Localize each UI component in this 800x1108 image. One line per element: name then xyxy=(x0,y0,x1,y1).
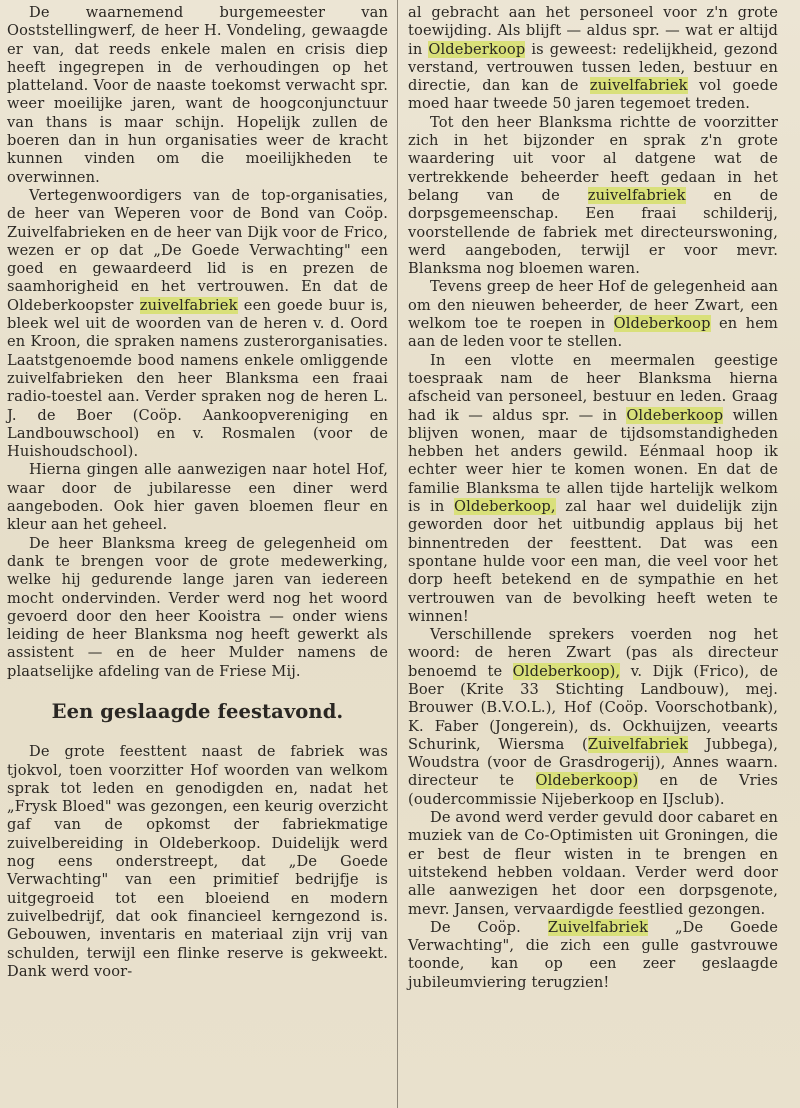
highlighted-term: zuivelfabriek xyxy=(139,296,238,314)
right-column xyxy=(408,4,778,992)
highlighted-term: Oldeberkoop) xyxy=(535,772,639,790)
right-continuation xyxy=(408,4,778,114)
section-heading: Een geslaagde feestavond. xyxy=(51,699,344,723)
article-paragraph: Verschillende sprekers voerden nog het woord: de heren Zwart (pas als directeur benoemd te Oldeberkoop), v. Dijk (Frico), de Boer (Krite 33 Stichting Landbouw), mej. Brouwer (B.V.O.L.), Hof (Coöp. Voorschotbank), K. Faber (Jongerein), ds. Ockhuijzen, veearts Schurink, Wiersma (Zuivelfabriek Jubbega), Woudstra (voor de Grasdrogerij), Annes waarn. directeur te Oldeberkoop) en de Vries (oudercommissie Nijeberkoop en IJsclub). xyxy=(408,626,778,808)
highlighted-term: zuivelfabriek xyxy=(587,186,686,204)
article-paragraph: In een vlotte en meermalen geestige toespraak nam de heer Blanksma hierna afscheid van personeel, bestuur en leden. Graag had ik — aldus spr. — in Oldeberkoop willen blijven wonen, maar de tijdsomstandigheden hebben het anders gewild. Eénmaal hoop ik echter weer hier te komen wonen. En dat de familie Blanksma te allen tijde hartelijk welkom is in Oldeberkoop, zal haar wel duidelijk zijn geworden door het uitbundig applaus bij het binnentreden der feesttent. Dat was een spontane hulde voor een man, die veel voor het dorp heeft betekend en de sympathie en het vertrouwen van de bevolking heeft weten te winnen! xyxy=(408,351,779,625)
column-divider xyxy=(397,0,398,1108)
highlighted-term: Oldeberkoop xyxy=(626,406,724,424)
article-paragraph: De Coöp. Zuivelfabriek „De Goede Verwachting", die zich een gulle gastvrouwe toonde, kan op een zeer geslaagde jubileumviering terugzien! xyxy=(408,918,778,991)
highlighted-term: Oldeberkoop, xyxy=(453,498,556,516)
article-paragraph: De avond werd verder gevuld door cabaret en muziek van de Co-Optimisten uit Groningen, die er best de fleur wisten in te brengen en uitstekend hebben voldaan. Verder werd door alle aanwezigen het door een dorpsgenote, mevr. Jansen, vervaardigde feestlied gezongen. xyxy=(408,809,778,918)
highlighted-term: Oldeberkoop xyxy=(428,40,526,58)
highlighted-term: Oldeberkoop), xyxy=(512,662,621,680)
article-paragraph: De heer Blanksma kreeg de gelegenheid om dank te brengen voor de grote medewerking, welke hij gedurende lange jaren van iedereen mocht ondervinden. Verder werd nog het woord gevoerd door den heer Kooistra — onder wiens leiding de heer Blanksma nog heeft gewerkt als assistent — en de heer Mulder namens de plaatselijke afdeling van de Friese Mij. xyxy=(7,534,388,680)
article-paragraph: Tevens greep de heer Hof de gelegenheid aan om den nieuwen beheerder, de heer Zwart, een welkom toe te roepen in Oldeberkoop en hem aan de leden voor te stellen. xyxy=(408,278,778,351)
article-paragraph: al gebracht aan het personeel voor z'n grote toewijding. Als blijft — aldus spr. — wat er altijd in Oldeberkoop is geweest: redelijkheid, gezond verstand, vertrouwen tussen leden, bestuur en directie, dan kan de zuivelfabriek vol goede moed haar tweede 50 jaren tegemoet treden. xyxy=(408,4,778,113)
highlighted-term: Oldeberkoop xyxy=(613,315,711,333)
article-paragraph: De waarnemend burgemeester van Ooststellingwerf, de heer H. Vondeling, gewaagde er van, dat reeds enkele malen en crisis diep heeft ingegrepen in de verhoudingen op het platteland. Voor de naaste toekomst verwacht spr. weer moeilijke jaren, want de hoogconjunctuur van thans is maar schijn. Hopelijk zullen de boeren dan in hun organisaties weer de kracht kunnen vinden om die moeilijkheden te overwinnen. xyxy=(7,4,388,186)
left-column xyxy=(7,4,388,981)
article-paragraph: De grote feesttent naast de fabriek was tjokvol, toen voorzitter Hof woorden van welkom sprak tot leden en genodigden en, nadat het „Frysk Bloed" was gezongen, een keurig overzicht gaf van de opkomst der fabriekmatige zuivelbereiding in Oldeberkoop. Duidelijk werd nog eens onderstreept, dat „De Goede Verwachting" van een primitief bedrijfje is uitgegroeid tot een bloeiend en modern zuivelbedrijf, dat ook financieel kerngezond is. Gebouwen, inventaris en materiaal zijn vrij van schulden, terwijl een flinke reserve is gekweekt. Dank werd voor- xyxy=(7,743,388,980)
left-paragraphs-after xyxy=(7,743,388,981)
right-paragraphs xyxy=(408,114,778,992)
article-paragraph: Tot den heer Blanksma richtte de voorzitter zich in het bijzonder en sprak z'n grote waardering uit voor al datgene wat de vertrekkende beheerder heeft gedaan in het belang van de zuivelfabriek en de dorpsgemeenschap. Een fraai schilderij, voorstellende de fabriek met directeurswoning, werd aangeboden, terwijl er voor mevr. Blanksma nog bloemen waren. xyxy=(408,113,778,278)
highlighted-term: zuivelfabriek xyxy=(589,77,688,95)
highlighted-term: Zuivelfabriek xyxy=(547,918,649,936)
highlighted-term: Zuivelfabriek xyxy=(587,735,689,753)
article-paragraph: Hierna gingen alle aanwezigen naar hotel Hof, waar door de jubilaresse een diner werd aangeboden. Ook hier gaven bloemen fleur en kleur aan het geheel. xyxy=(7,461,388,534)
left-paragraphs-before xyxy=(7,4,388,681)
article-paragraph: Vertegenwoordigers van de top-organisaties, de heer van Weperen voor de Bond van Coöp. Zuivelfabrieken en de heer van Dijk voor de Frico, wezen er op dat „De Goede Verwachting" een goed en gewaardeerd lid is en prezen de saamhorigheid en het vertrouwen. En dat de Oldeberkoopster zuivelfabriek een goede buur is, bleek wel uit de woorden van de heren v. d. Oord en Kroon, die spraken namens zusterorganisaties. Laatstgenoemde bood namens enkele omliggende zuivelfabrieken den heer Blanksma een fraai radio-toestel aan. Verder spraken nog de heren L. J. de Boer (Coöp. Aankoopvereniging en Landbouwschool) en v. Rosmalen (voor de Huishoudschool). xyxy=(7,186,388,461)
